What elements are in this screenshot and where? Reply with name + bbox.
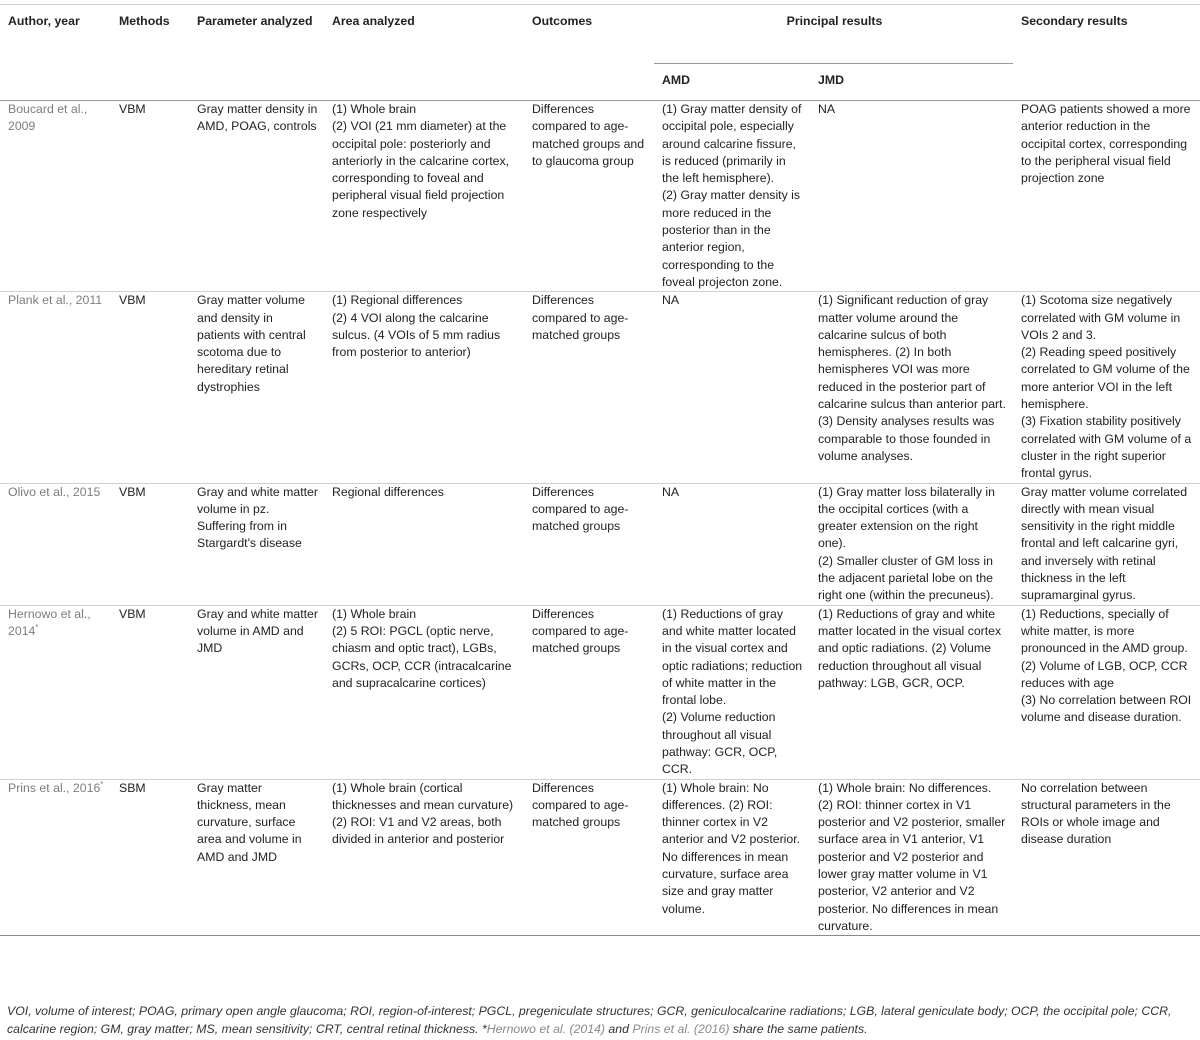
author-link[interactable]: Boucard et al., 2009 [8,102,88,134]
cell-jmd-line: NA [818,102,836,116]
footnote-and: and [605,1021,633,1036]
cell-author[interactable] [0,483,111,605]
table-row [0,483,1200,605]
cell-secondary-line: (3) No correlation between ROI volume and disease duration. [1021,693,1192,725]
cell-area-line: (2) 4 VOI along the calcarine sulcus. (4 VOIs of 5 mm radius from posterior to anterior) [332,310,501,360]
cell-amd [654,292,810,483]
cell-jmd-line: (1) Whole brain: No differences. [818,780,992,795]
cell-jmd [810,483,1013,605]
author-link[interactable]: Plank et al., 2011 [8,293,103,308]
cell-secondary-line: POAG patients showed a more anterior reduction in the occipital cortex, corresponding to the peripheral visual field projection zone [1021,102,1191,186]
cell-author[interactable] [0,605,111,779]
cell-amd [654,605,810,779]
cell-author[interactable] [0,292,111,483]
cell-jmd-line: (2) ROI: thinner cortex in V1 posterior and V2 posterior, smaller surface area in V1 anterior, V1 posterior and V2 posterior and lower gray matter volume in V1 posterior, V2 anterior and V2 posterior. No differences in mean curvature. [818,797,1006,933]
cell-secondary-line: (3) Fixation stability positively correlated with GM volume of a cluster in the right superior frontal gyrus. [1021,414,1192,481]
header-parameter: Parameter analyzed [197,14,313,28]
cell-amd-line: (1) Gray matter density of occipital pole, especially around calcarine fissure, is reduced (primarily in the left hemisphere). [662,102,802,186]
cell-secondary-line: (2) Volume of LGB, OCP, CCR reduces with age [1021,658,1188,690]
cell-area-line: (2) 5 ROI: PGCL (optic nerve, chiasm and optic tract), LGBs, GCRs, OCP, CCR (intracalcarine and supracalcarine cortices) [332,623,512,690]
cell-area [324,101,524,292]
cell-secondary [1013,292,1200,483]
cell-amd-line: (1) Reductions of gray and white matter located in the visual cortex and optic radiations; reduction of white matter in the frontal lobe. [662,606,803,708]
cell-secondary [1013,605,1200,779]
cell-amd [654,483,810,605]
header-amd: AMD [662,73,691,87]
cell-area-line: (1) Regional differences [332,293,463,308]
header-methods: Methods [119,14,170,28]
cell-outcomes: Differences compared to age-matched groups [532,606,629,656]
cell-author[interactable] [0,101,111,292]
cell-amd-line: NA [662,293,680,308]
cell-secondary-line: (2) Reading speed positively correlated to GM volume of the more anterior VOI in the left hemisphere. [1021,345,1190,412]
cell-methods: VBM [119,606,146,621]
cell-amd-line: (2) Gray matter density is more reduced in the posterior than in the anterior region, corresponding to the foveal projecton zone. [662,188,801,289]
cell-secondary [1013,483,1200,605]
author-mark: * [35,622,39,632]
cell-parameter: Gray and white matter volume in pz. Suffering from in Stargardt's disease [197,484,318,551]
cell-methods: VBM [119,484,146,499]
header-jmd: JMD [818,73,844,87]
footnote-ref-prins[interactable]: Prins et al. (2016) [632,1021,730,1036]
cell-amd-line: (1) Whole brain: No differences. (2) ROI: thinner cortex in V2 anterior and V2 posterior. No differences in mean curvature, surface area size and gray matter volume. [662,780,801,916]
cell-jmd-line: (2) Smaller cluster of GM loss in the adjacent parietal lobe on the right one (within the precuneus). [818,553,994,603]
literature-table [0,4,1200,936]
cell-area [324,779,524,936]
header-outcomes: Outcomes [532,14,593,28]
author-link[interactable]: Hernowo et al., 2014 [8,606,91,638]
cell-parameter: Gray matter density in AMD, POAG, controls [197,102,318,134]
footnote-ref-hernowo[interactable]: Hernowo et al. (2014) [486,1021,606,1036]
cell-area [324,483,524,605]
cell-secondary [1013,779,1200,936]
cell-jmd-line: (1) Reductions of gray and white matter located in the visual cortex and optic radiations. (2) Volume reduction throughout all visual pathway: LGB, GCR, OCP. [818,606,1002,690]
cell-area-line: (1) Whole brain (cortical thicknesses and mean curvature) [332,780,514,812]
footnote-end: share the same patients. [729,1021,868,1036]
cell-secondary-line: Gray matter volume correlated directly with mean visual sensitivity in the right middle frontal and left calcarine gyri, and inversely with retinal thickness in the left supramarginal gyrus. [1021,484,1188,603]
cell-parameter: Gray matter volume and density in patients with central scotoma due to hereditary retinal dystrophies [197,293,306,394]
cell-secondary-line: No correlation between structural parameters in the ROIs or whole image and disease duration [1021,780,1171,847]
table-row [0,605,1200,779]
cell-jmd [810,101,1013,292]
cell-amd [654,779,810,936]
cell-outcomes: Differences compared to age-matched groups [532,484,629,534]
author-mark: * [100,779,104,789]
cell-area-line: (2) VOI (21 mm diameter) at the occipital pole: posteriorly and anteriorly in the calcarine cortex, corresponding to foveal and peripheral visual field projection zone respectively [332,119,510,220]
author-link[interactable]: Olivo et al., 2015 [8,484,101,499]
cell-jmd [810,779,1013,936]
table-header [0,5,1200,101]
table-footnote [7,1003,1193,1038]
cell-outcomes: Differences compared to age-matched groups [532,780,629,830]
table-row [0,101,1200,292]
table-body [0,101,1200,936]
cell-author[interactable] [0,779,111,936]
table-row [0,779,1200,936]
cell-secondary [1013,101,1200,292]
cell-area-line: (2) ROI: V1 and V2 areas, both divided in anterior and posterior [332,815,505,847]
cell-amd-line: (2) Volume reduction throughout all visual pathway: GCR, OCP, CCR. [662,710,778,777]
cell-secondary-line: (1) Scotoma size negatively correlated with GM volume in VOIs 2 and 3. [1021,293,1181,342]
cell-jmd-line: (1) Gray matter loss bilaterally in the occipital cortices (with a greater extension on the right one). [818,484,995,551]
cell-amd [654,101,810,292]
cell-parameter: Gray and white matter volume in AMD and JMD [197,606,318,656]
cell-jmd-line: (1) Significant reduction of gray matter volume around the calcarine sulcus of both hemispheres. (2) In both hemispheres VOI was more reduced in the posterior part of calcarine sulcus than anterior part. (3) Density analyses results was comparable to those founded in volume analyses. [818,293,1006,463]
cell-jmd [810,292,1013,483]
cell-parameter: Gray matter thickness, mean curvature, surface area and volume in AMD and JMD [197,780,302,864]
cell-area-line: Regional differences [332,484,444,499]
header-secondary: Secondary results [1021,14,1128,28]
cell-outcomes: Differences compared to age-matched groups [532,293,629,342]
cell-secondary-line: (1) Reductions, specially of white matter, is more pronounced in the AMD group. [1021,606,1188,656]
cell-outcomes: Differences compared to age-matched groups and to glaucoma group [532,102,645,168]
cell-methods: VBM [119,102,146,116]
author-link[interactable]: Prins et al., 2016 [8,780,101,795]
header-principal-results: Principal results [654,5,1013,64]
cell-area-line: (1) Whole brain [332,102,417,116]
cell-area [324,292,524,483]
table-row [0,292,1200,483]
cell-area-line: (1) Whole brain [332,606,417,621]
cell-methods: VBM [119,293,146,308]
header-area: Area analyzed [332,14,415,28]
header-author: Author, year [8,14,80,28]
cell-area [324,605,524,779]
footnote-text: VOI, volume of interest; POAG, primary open angle glaucoma; ROI, region-of-interest; PGCL, pregeniculate structures; GCR, geniculocalcarine radiations; LGB, lateral geniculate body; OCP, the occipital pole; CCR, calcarine region; GM, gray matter; MS, mean sensitivity; CRT, central retinal thickness. * [7,1004,1172,1036]
cell-jmd [810,605,1013,779]
cell-methods: SBM [119,780,146,795]
cell-amd-line: NA [662,484,680,499]
